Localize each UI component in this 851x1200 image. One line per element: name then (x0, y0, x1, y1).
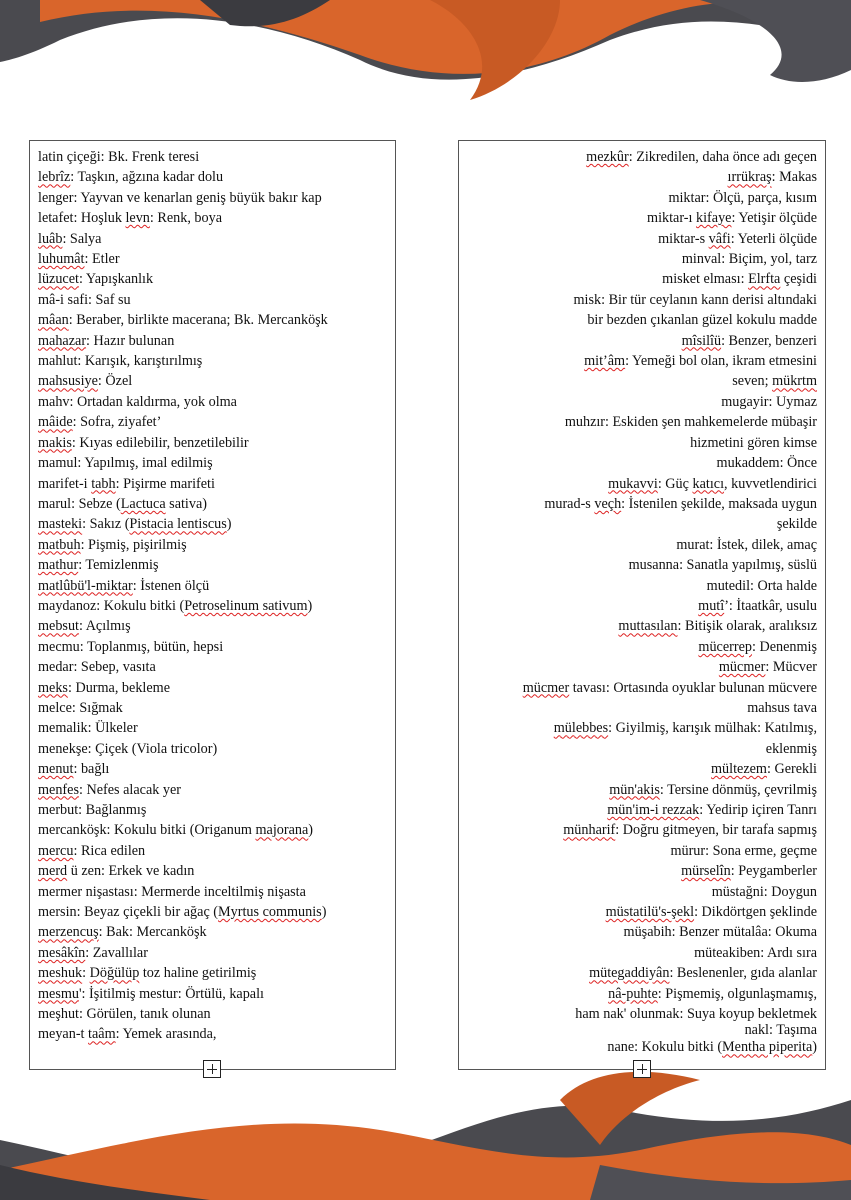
glossary-entry-line (38, 167, 387, 187)
spellcheck-flagged-word: makis (38, 434, 72, 451)
glossary-entry-line (467, 331, 817, 351)
spellcheck-flagged-word: merd (38, 863, 68, 880)
entry-text: : Beslenenler, gıda alanlar (669, 965, 817, 982)
glossary-entry-line (467, 453, 817, 473)
entry-text: mercanköşk: Kokulu bitki (Origanum (38, 822, 256, 839)
spellcheck-flagged-word: mün'akis (609, 781, 660, 798)
spellcheck-flagged-word: münharif (563, 822, 616, 839)
glossary-entry-line (38, 249, 387, 269)
spellcheck-flagged-word: mün'im-i rezzak (607, 802, 700, 818)
glossary-entry-line (467, 535, 817, 555)
spellcheck-flagged-word: Döğülüp (89, 965, 140, 982)
glossary-entry-line (467, 1004, 817, 1024)
glossary-entry-line (467, 208, 817, 228)
glossary-entry-line (38, 269, 387, 289)
spellcheck-flagged-word: lebrîz (38, 169, 71, 186)
glossary-entry-line (467, 474, 817, 494)
glossary-entry-line (38, 576, 387, 596)
glossary-entry-line (467, 392, 817, 412)
spellcheck-flagged-word: mütegaddiyân (589, 965, 670, 982)
spellcheck-flagged-word: muttasılan (618, 618, 678, 635)
glossary-entry-line (467, 147, 817, 167)
entry-text: : Mücver (765, 659, 817, 676)
spellcheck-flagged-word: mücmer (718, 659, 766, 676)
entry-text: melce: Sığmak (38, 699, 123, 716)
glossary-entry-line (467, 249, 817, 269)
glossary-entry-line (467, 351, 817, 371)
glossary-entry-line (467, 494, 817, 514)
entry-text: : Yemeği bol olan, ikram etmesini (625, 353, 817, 370)
entry-text: tavası: Ortasında oyuklar bulunan mücvere (569, 679, 817, 696)
entry-text: : Gerekli (766, 761, 817, 778)
entry-text: : Yetişir ölçüde (731, 210, 817, 227)
spellcheck-flagged-word: mürselîn (681, 863, 731, 880)
entry-text: : (82, 965, 90, 982)
spellcheck-flagged-word: menut (38, 761, 74, 778)
glossary-entry-line (467, 269, 817, 289)
spellcheck-flagged-word: mülebbes (553, 720, 609, 737)
spellcheck-flagged-word: matbuh (38, 536, 81, 553)
spellcheck-flagged-word: Petroselinum sativum (184, 597, 308, 614)
glossary-entry-line (38, 412, 387, 432)
entry-text: hizmetini gören kimse (690, 434, 817, 451)
entry-text: : Benzer, benzeri (721, 332, 817, 349)
entry-text: marifet-i (38, 475, 92, 492)
entry-text: misket elması: (662, 271, 749, 288)
spellcheck-flagged-word: mesâkîn (38, 944, 86, 961)
glossary-entry-line (38, 984, 387, 1004)
glossary-entry-line (467, 943, 817, 963)
glossary-entry-line (467, 963, 817, 983)
entry-text: mahsus tava (747, 699, 817, 716)
glossary-entry-line (467, 412, 817, 432)
glossary-entry-line (38, 616, 387, 636)
spellcheck-flagged-word: nâ-puhte (608, 985, 658, 1002)
glossary-entry-line (38, 963, 387, 983)
spellcheck-flagged-word: majorana (255, 822, 309, 839)
glossary-entry-line (38, 535, 387, 555)
glossary-entry-line (38, 494, 387, 514)
spellcheck-flagged-word: merzencuş (38, 924, 99, 941)
entry-text: : Hazır bulunan (86, 332, 175, 349)
glossary-entry-line (467, 1037, 817, 1057)
glossary-entry-line (467, 739, 817, 759)
spellcheck-flagged-word: luhumât (38, 251, 85, 268)
spellcheck-flagged-word: mezkûr (586, 149, 629, 165)
spellcheck-flagged-word: mîsilîü (681, 332, 722, 349)
entry-text: ) (226, 516, 232, 533)
entry-text: : Özel (97, 373, 133, 390)
spellcheck-flagged-word: mesmu (38, 985, 79, 1002)
entry-text: : Açılmış (78, 618, 131, 635)
entry-text: : İstenilen şekilde, maksada uygun (621, 495, 817, 512)
spellcheck-flagged-word: mâan (38, 312, 69, 329)
glossary-entry-line (38, 800, 387, 820)
entry-text: latin çiçeği: Bk. Frenk teresi (38, 149, 200, 165)
glossary-entry-line (38, 433, 387, 453)
entry-text: sativa) (165, 495, 207, 512)
glossary-entry-line (38, 820, 387, 840)
entry-text: : Doğru gitmeyen, bir tarafa sapmış (615, 822, 817, 839)
entry-text: nane: Kokulu bitki ( (607, 1039, 723, 1056)
spellcheck-flagged-word: katıcı (692, 475, 725, 492)
spellcheck-flagged-word: mutî (698, 597, 725, 614)
glossary-entry-line (467, 188, 817, 208)
entry-text: miktar: Ölçü, parça, kısım (668, 189, 817, 206)
glossary-entry-line (38, 229, 387, 249)
entry-text: mersin: Beyaz çiçekli bir ağaç ( (38, 904, 219, 921)
glossary-entry-line (467, 678, 817, 698)
glossary-entry-line (467, 637, 817, 657)
spellcheck-flagged-word: levn (125, 210, 150, 227)
entry-text: : Temizlenmiş (78, 557, 159, 574)
entry-text: : Yemek arasında, (115, 1026, 217, 1043)
glossary-entry-line (38, 290, 387, 310)
glossary-entry-line (467, 820, 817, 840)
glossary-entry-line (38, 739, 387, 759)
spellcheck-flagged-word: taâm (88, 1026, 116, 1043)
entry-text: müstağni: Doygun (711, 883, 817, 900)
spellcheck-flagged-word: mükrtm (772, 373, 817, 390)
entry-text: : Salya (62, 230, 102, 247)
entry-text: mamul: Yapılmış, imal edilmiş (38, 455, 213, 472)
spellcheck-flagged-word: Pistacia lentiscus (129, 516, 227, 533)
entry-text: : Etler (84, 251, 120, 268)
add-expand-icon[interactable] (633, 1060, 651, 1078)
entry-text: medar: Sebep, vasıta (38, 659, 156, 676)
glossary-entry-line (467, 433, 817, 453)
glossary-entry-line (38, 555, 387, 575)
entry-text: murat: İstek, dilek, amaç (676, 536, 817, 553)
glossary-entry-line (467, 922, 817, 942)
glossary-entry-line (38, 208, 387, 228)
glossary-entry-line (38, 1024, 387, 1044)
entry-text: : Beraber, birlikte macerana; Bk. Mercanköşk (68, 312, 328, 329)
glossary-entry-line (38, 657, 387, 677)
glossary-entry-line (467, 555, 817, 575)
entry-text: muhzır: Eskiden şen mahkemelerde mübaşir (564, 414, 817, 431)
spellcheck-flagged-word: mercu (38, 842, 74, 859)
entry-text: marul: Sebze ( (38, 495, 121, 512)
top-ribbon-decoration (0, 0, 851, 110)
entry-text: : Sofra, ziyafet’ (72, 414, 162, 431)
glossary-entry-line (38, 882, 387, 902)
glossary-entry-line (38, 453, 387, 473)
entry-text: : Makas (771, 169, 817, 186)
glossary-entry-line (38, 1004, 387, 1024)
spellcheck-flagged-word: mültezem (711, 761, 767, 778)
glossary-entry-line (38, 188, 387, 208)
spellcheck-flagged-word: mücmer (522, 679, 570, 696)
glossary-entry-line (38, 902, 387, 922)
glossary-entry-line (467, 882, 817, 902)
entry-text: : Giyilmiş, karışık mülhak: Katılmış, (608, 720, 817, 737)
glossary-entry-line (467, 902, 817, 922)
entry-text: : Nefes alacak yer (78, 781, 181, 798)
spellcheck-flagged-word: kifaye (696, 210, 732, 227)
entry-text: letafet: Hoşluk (38, 210, 126, 227)
glossary-entry-line (38, 310, 387, 330)
spellcheck-flagged-word: vâfi (708, 230, 731, 247)
entry-text: toz haline getirilmiş (139, 965, 257, 982)
left-glossary-text-box[interactable] (29, 140, 396, 1070)
spellcheck-flagged-word: masteki (38, 516, 83, 533)
entry-text: : Renk, boya (149, 210, 223, 227)
glossary-entry-line (38, 922, 387, 942)
glossary-entry-line (38, 474, 387, 494)
entry-text: ü zen: Erkek ve kadın (67, 863, 195, 880)
glossary-entry-line (38, 392, 387, 412)
entry-text: ) (307, 597, 313, 614)
entry-text: : Kıyas edilebilir, benzetilebilir (71, 434, 249, 451)
entry-text: miktar-s (658, 230, 709, 247)
bottom-ribbon-decoration (0, 1070, 851, 1200)
spellcheck-flagged-word: mahsusiye (38, 373, 98, 390)
glossary-entry-line (38, 841, 387, 861)
entry-text: : Taşkın, ağzına kadar dolu (70, 169, 224, 186)
spellcheck-flagged-word: mebsut (38, 618, 79, 635)
entry-text: ’: İtaatkâr, usulu (724, 597, 817, 614)
glossary-entry-line (467, 616, 817, 636)
entry-text: müşabih: Benzer mütalâa: Okuma (623, 924, 817, 941)
entry-text: seven; (732, 373, 773, 390)
glossary-entry-line (38, 759, 387, 779)
entry-text: meşhut: Görülen, tanık olunan (38, 1006, 211, 1023)
glossary-entry-line (467, 698, 817, 718)
entry-text: mecmu: Toplanmış, bütün, hepsi (38, 638, 224, 655)
spellcheck-flagged-word: mâide (38, 414, 73, 431)
glossary-entry-line (38, 943, 387, 963)
glossary-entry-line (467, 759, 817, 779)
entry-text: : Pişmemiş, olgunlaşmamış, (657, 985, 817, 1002)
entry-text: mâ-i safi: Saf su (38, 291, 131, 308)
glossary-entry-line (38, 351, 387, 371)
spellcheck-flagged-word: mukavvi (608, 475, 658, 492)
spellcheck-flagged-word: mahazar (38, 332, 87, 349)
spellcheck-flagged-word: veçh (594, 495, 622, 512)
glossary-entry-line (467, 576, 817, 596)
entry-text: murad-s (544, 495, 595, 512)
entry-text: ) (321, 904, 327, 921)
glossary-entry-line (38, 678, 387, 698)
spellcheck-flagged-word: luâb (38, 230, 63, 247)
entry-text: eklenmiş (765, 740, 817, 757)
glossary-entry-line (467, 861, 817, 881)
glossary-entry-line (467, 514, 817, 534)
entry-text: : Yedirip içiren Tanrı (699, 802, 817, 818)
entry-text: : Pişmiş, pişirilmiş (80, 536, 187, 553)
glossary-entry-line (467, 167, 817, 187)
spellcheck-flagged-word: Mentha piperita (722, 1039, 813, 1056)
entry-text: : Zavallılar (85, 944, 148, 961)
glossary-entry-line (467, 229, 817, 249)
entry-text: merbut: Bağlanmış (38, 802, 147, 818)
add-expand-icon[interactable] (203, 1060, 221, 1078)
entry-text: meyan-t (38, 1026, 89, 1043)
entry-text: müteakiben: Ardı sıra (694, 944, 817, 961)
entry-text: ) (812, 1039, 817, 1056)
right-glossary-text-box[interactable] (458, 140, 826, 1070)
entry-text: : Yeterli ölçüde (730, 230, 817, 247)
entry-text: bir bezden çıkanlan güzel kokulu madde (587, 312, 817, 329)
spellcheck-flagged-word: matlûbü'l-miktar (38, 577, 133, 594)
glossary-entry-line (467, 371, 817, 391)
glossary-entry-line (38, 596, 387, 616)
entry-text: mahlut: Karışık, karıştırılmış (38, 353, 203, 370)
glossary-entry-line (38, 331, 387, 351)
entry-text: mukaddem: Önce (716, 455, 817, 472)
glossary-entry-line (467, 984, 817, 1004)
glossary-entry-line (38, 718, 387, 738)
spellcheck-flagged-word: meks (38, 679, 68, 696)
entry-text: mürur: Sona erme, geçme (670, 842, 817, 859)
entry-text: menekşe: Çiçek (Viola tricolor) (38, 740, 218, 757)
glossary-entry-line (467, 1024, 817, 1037)
entry-text: ) (308, 822, 314, 839)
entry-text: : Bak: Mercanköşk (98, 924, 207, 941)
spellcheck-flagged-word: ırrükraş (727, 169, 772, 186)
entry-text: lenger: Yayvan ve kenarlan geniş büyük bakır kap (38, 189, 322, 206)
entry-text: mermer nişastası: Mermerde inceltilmiş nişasta (38, 883, 306, 900)
entry-text: ': İşitilmiş mestur: Örtülü, kapalı (78, 985, 264, 1002)
spellcheck-flagged-word: Elrfta (748, 271, 781, 288)
spellcheck-flagged-word: lüzucet (38, 271, 79, 288)
entry-text: : Yapışkanlık (78, 271, 154, 288)
spellcheck-flagged-word: müstatilü's-şekl (605, 904, 695, 921)
glossary-entry-line (38, 861, 387, 881)
entry-text: , kuvvetlendirici (724, 475, 817, 492)
spellcheck-flagged-word: Lactuca (120, 495, 166, 512)
spellcheck-flagged-word: meshuk (38, 965, 83, 982)
entry-text: misk: Bir tür ceylanın kann derisi altındaki (573, 291, 817, 308)
glossary-entry-line (467, 596, 817, 616)
entry-text: ham nak' olunmak: Suya koyup bekletmek (575, 1006, 817, 1023)
entry-text: mutedil: Orta halde (706, 577, 817, 594)
spellcheck-flagged-word: tabh (91, 475, 116, 492)
glossary-entry-line (467, 290, 817, 310)
entry-text: : Pişirme marifeti (115, 475, 215, 492)
entry-text: nakl: Taşıma (744, 1022, 817, 1039)
entry-text: : bağlı (73, 761, 110, 778)
glossary-entry-line (38, 147, 387, 167)
entry-text: çeşidi (780, 271, 817, 288)
entry-text: memalik: Ülkeler (38, 720, 138, 737)
entry-text: : Durma, bekleme (67, 679, 170, 696)
entry-text: : Dikdörtgen şeklinde (694, 904, 817, 921)
entry-text: : Bitişik olarak, aralıksız (677, 618, 817, 635)
glossary-entry-line (38, 371, 387, 391)
spellcheck-flagged-word: mit’âm (584, 353, 626, 370)
entry-text: : Peygamberler (730, 863, 817, 880)
entry-text: : Rica edilen (73, 842, 146, 859)
glossary-entry-line (467, 780, 817, 800)
entry-text: : Sakız ( (82, 516, 130, 533)
glossary-entry-line (38, 637, 387, 657)
entry-text: mahv: Ortadan kaldırma, yok olma (38, 393, 237, 410)
glossary-entry-line (38, 514, 387, 534)
entry-text: maydanoz: Kokulu bitki ( (38, 597, 185, 614)
glossary-entry-line (467, 800, 817, 820)
entry-text: minval: Biçim, yol, tarz (681, 251, 817, 268)
glossary-entry-line (38, 698, 387, 718)
entry-text: musanna: Sanatla yapılmış, süslü (628, 557, 817, 574)
entry-text: : Denenmiş (751, 638, 817, 655)
glossary-entry-line (467, 841, 817, 861)
entry-text: : Tersine dönmüş, çevrilmiş (659, 781, 817, 798)
entry-text: mugayir: Uymaz (721, 393, 817, 410)
spellcheck-flagged-word: mathur (38, 557, 79, 574)
glossary-entry-line (467, 718, 817, 738)
glossary-entry-line (467, 657, 817, 677)
entry-text: : Güç (657, 475, 693, 492)
entry-text: : Zikredilen, daha önce adı geçen (628, 149, 817, 165)
spellcheck-flagged-word: mücerrep (698, 638, 752, 655)
glossary-entry-line (38, 780, 387, 800)
spellcheck-flagged-word: Myrtus communis (218, 904, 322, 921)
entry-text: şekilde (776, 516, 817, 533)
entry-text: : İstenen ölçü (132, 577, 210, 594)
entry-text: miktar-ı (647, 210, 697, 227)
glossary-entry-line (467, 310, 817, 330)
spellcheck-flagged-word: menfes (38, 781, 79, 798)
